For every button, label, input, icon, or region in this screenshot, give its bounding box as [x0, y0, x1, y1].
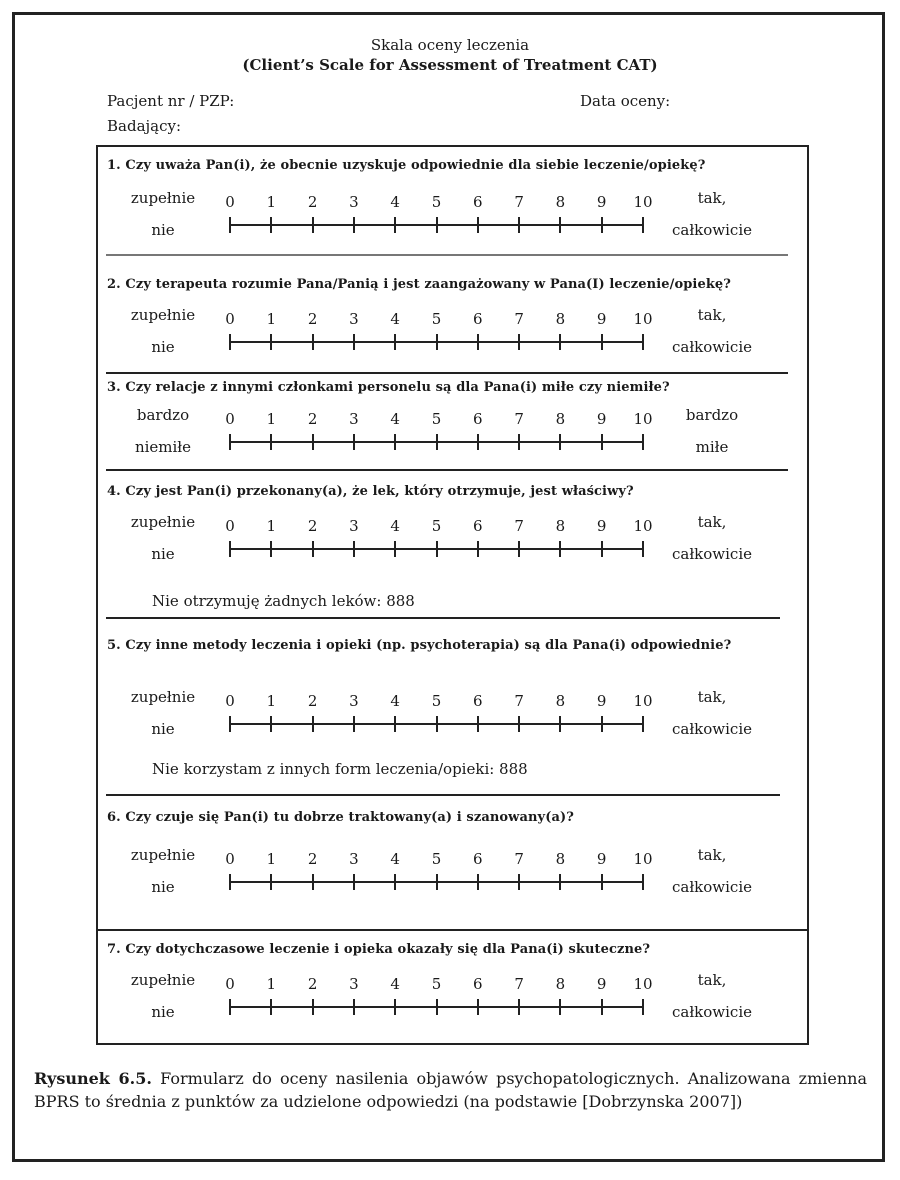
separator [106, 372, 788, 374]
scale-number: 1 [266, 692, 277, 710]
scale-number: 5 [431, 310, 442, 328]
scale-number: 10 [633, 850, 653, 868]
left-anchor-top: zupełnie [130, 971, 196, 989]
scale-number: 7 [514, 692, 524, 710]
scale-number: 9 [596, 517, 607, 535]
question-3-text: 3. Czy relacje z innymi członkami personelu są dla Pana(i) miłe czy niemiłe? [107, 380, 670, 395]
question-2-text: 2. Czy terapeuta rozumie Pana/Panią i jest zaangażowany w Pana(I) leczenie/opiekę? [107, 277, 732, 292]
scale-number: 2 [307, 517, 318, 535]
scale-number: 0 [225, 692, 235, 710]
caption-label: Rysunek 6.5. [34, 1069, 152, 1088]
scale-number: 9 [596, 410, 607, 428]
scale-number: 7 [514, 975, 524, 993]
left-anchor-top: zupełnie [130, 846, 196, 864]
scale-number: 4 [390, 410, 400, 428]
question-7-text: 7. Czy dotychczasowe leczenie i opieka okazały się dla Pana(i) skuteczne? [107, 942, 651, 957]
scale-number: 4 [390, 193, 400, 211]
right-anchor-bottom: miłe [695, 438, 729, 456]
scale-line [230, 224, 643, 226]
scale-number: 6 [473, 193, 483, 211]
scale-number: 1 [266, 410, 277, 428]
form-subtitle: (Client’s Scale for Assessment of Treatment CAT) [242, 56, 658, 74]
scale-number: 2 [307, 850, 318, 868]
separator [106, 617, 780, 619]
scale-number: 0 [225, 517, 235, 535]
scale-number: 7 [514, 850, 524, 868]
question-4-note: Nie otrzymuję żadnych leków: 888 [152, 592, 415, 610]
scale-number: 4 [390, 310, 400, 328]
scale-number: 8 [555, 310, 566, 328]
scale-number: 6 [473, 410, 483, 428]
scale-number: 10 [633, 692, 653, 710]
scale-number: 1 [266, 193, 277, 211]
right-anchor-bottom: całkowicie [671, 221, 753, 239]
scale-number: 5 [431, 975, 442, 993]
scale-number: 5 [431, 692, 442, 710]
scale-line [230, 548, 643, 550]
separator [106, 794, 780, 796]
scale-number: 8 [555, 975, 566, 993]
scale-line [230, 441, 643, 443]
scale-number: 1 [266, 975, 277, 993]
right-anchor-top: tak, [697, 971, 727, 989]
scale-number: 5 [431, 850, 442, 868]
scale-line [230, 881, 643, 883]
left-anchor-bottom: nie [151, 545, 175, 563]
scale-number: 3 [349, 193, 359, 211]
question-5-note: Nie korzystam z innych form leczenia/opieki: 888 [152, 760, 528, 778]
left-anchor-bottom: nie [151, 221, 175, 239]
question-1-text: 1. Czy uważa Pan(i), że obecnie uzyskuje odpowiednie dla siebie leczenie/opiekę? [107, 158, 706, 173]
right-anchor-bottom: całkowicie [671, 878, 753, 896]
right-anchor-top: tak, [697, 846, 727, 864]
scale-number: 9 [596, 850, 607, 868]
left-anchor-bottom: nie [151, 1003, 175, 1021]
scale-number: 3 [349, 850, 359, 868]
scale-number: 2 [307, 410, 318, 428]
scale-number: 6 [473, 975, 483, 993]
scale-number: 7 [514, 310, 524, 328]
scale-number: 0 [225, 850, 235, 868]
scale-number: 8 [555, 410, 566, 428]
scale-number: 2 [307, 975, 318, 993]
left-anchor-bottom: nie [151, 720, 175, 738]
scale-number: 2 [307, 310, 318, 328]
patient-label: Pacjent nr / PZP: [107, 92, 235, 110]
right-anchor-top: tak, [697, 513, 727, 531]
form-title: Skala oceny leczenia [370, 36, 530, 54]
caption-text: Formularz do oceny nasilenia objawów psychopatologicznych. Analizowana zmienna BPRS to średnia z punktów za udzielone odpowiedzi (na podstawie [Dobrzynska 2007]) [34, 1069, 868, 1111]
scale-number: 5 [431, 410, 442, 428]
scale-line [230, 1006, 643, 1008]
left-anchor-top: zupełnie [130, 189, 196, 207]
scale-number: 9 [596, 975, 607, 993]
question-5-text: 5. Czy inne metody leczenia i opieki (np. psychoterapia) są dla Pana(i) odpowiednie? [107, 638, 732, 653]
question-4-text: 4. Czy jest Pan(i) przekonany(a), że lek, który otrzymuje, jest właściwy? [107, 484, 634, 499]
left-anchor-top: zupełnie [130, 306, 196, 324]
scale-number: 10 [633, 975, 653, 993]
scale-number: 6 [473, 692, 483, 710]
right-anchor-top: tak, [697, 688, 727, 706]
scale-number: 10 [633, 310, 653, 328]
scale-number: 1 [266, 850, 277, 868]
scale-number: 4 [390, 692, 400, 710]
question-6-text: 6. Czy czuje się Pan(i) tu dobrze traktowany(a) i szanowany(a)? [107, 810, 574, 825]
scale-number: 8 [555, 517, 566, 535]
scale-number: 2 [307, 692, 318, 710]
scale-number: 3 [349, 517, 359, 535]
scale-line [230, 341, 643, 343]
scale-number: 1 [266, 517, 277, 535]
separator [96, 929, 809, 931]
right-anchor-bottom: całkowicie [671, 1003, 753, 1021]
date-label: Data oceny: [580, 92, 671, 110]
scale-number: 6 [473, 517, 483, 535]
scale-number: 4 [390, 517, 400, 535]
left-anchor-top: zupełnie [130, 688, 196, 706]
left-anchor-bottom: nie [151, 878, 175, 896]
scale-number: 8 [555, 193, 566, 211]
scale-number: 4 [390, 850, 400, 868]
scale-number: 3 [349, 975, 359, 993]
scale-number: 3 [349, 410, 359, 428]
scale-number: 0 [225, 193, 235, 211]
right-anchor-top: tak, [697, 189, 727, 207]
scale-number: 1 [266, 310, 277, 328]
scale-number: 9 [596, 310, 607, 328]
scale-number: 8 [555, 692, 566, 710]
scale-number: 9 [596, 193, 607, 211]
scale-line [230, 723, 643, 725]
scale-number: 7 [514, 410, 524, 428]
scale-number: 0 [225, 310, 235, 328]
scale-number: 8 [555, 850, 566, 868]
left-anchor-top: bardzo [136, 406, 190, 424]
scale-number: 5 [431, 193, 442, 211]
examiner-label: Badający: [107, 117, 182, 135]
scale-number: 7 [514, 517, 524, 535]
left-anchor-bottom: nie [151, 338, 175, 356]
scale-number: 3 [349, 692, 359, 710]
scale-number: 9 [596, 692, 607, 710]
right-anchor-top: bardzo [685, 406, 739, 424]
scale-number: 4 [390, 975, 400, 993]
right-anchor-bottom: całkowicie [671, 545, 753, 563]
scale-number: 7 [514, 193, 524, 211]
scale-number: 10 [633, 193, 653, 211]
right-anchor-top: tak, [697, 306, 727, 324]
scale-number: 5 [431, 517, 442, 535]
scale-number: 0 [225, 410, 235, 428]
separator [106, 469, 788, 471]
left-anchor-top: zupełnie [130, 513, 196, 531]
right-anchor-bottom: całkowicie [671, 338, 753, 356]
scale-number: 10 [633, 410, 653, 428]
separator [106, 254, 788, 256]
scale-number: 10 [633, 517, 653, 535]
right-anchor-bottom: całkowicie [671, 720, 753, 738]
figure-caption [34, 1067, 867, 1113]
scale-number: 6 [473, 850, 483, 868]
left-anchor-bottom: niemiłe [134, 438, 192, 456]
scale-number: 2 [307, 193, 318, 211]
scale-number: 0 [225, 975, 235, 993]
scale-number: 3 [349, 310, 359, 328]
scale-number: 6 [473, 310, 483, 328]
